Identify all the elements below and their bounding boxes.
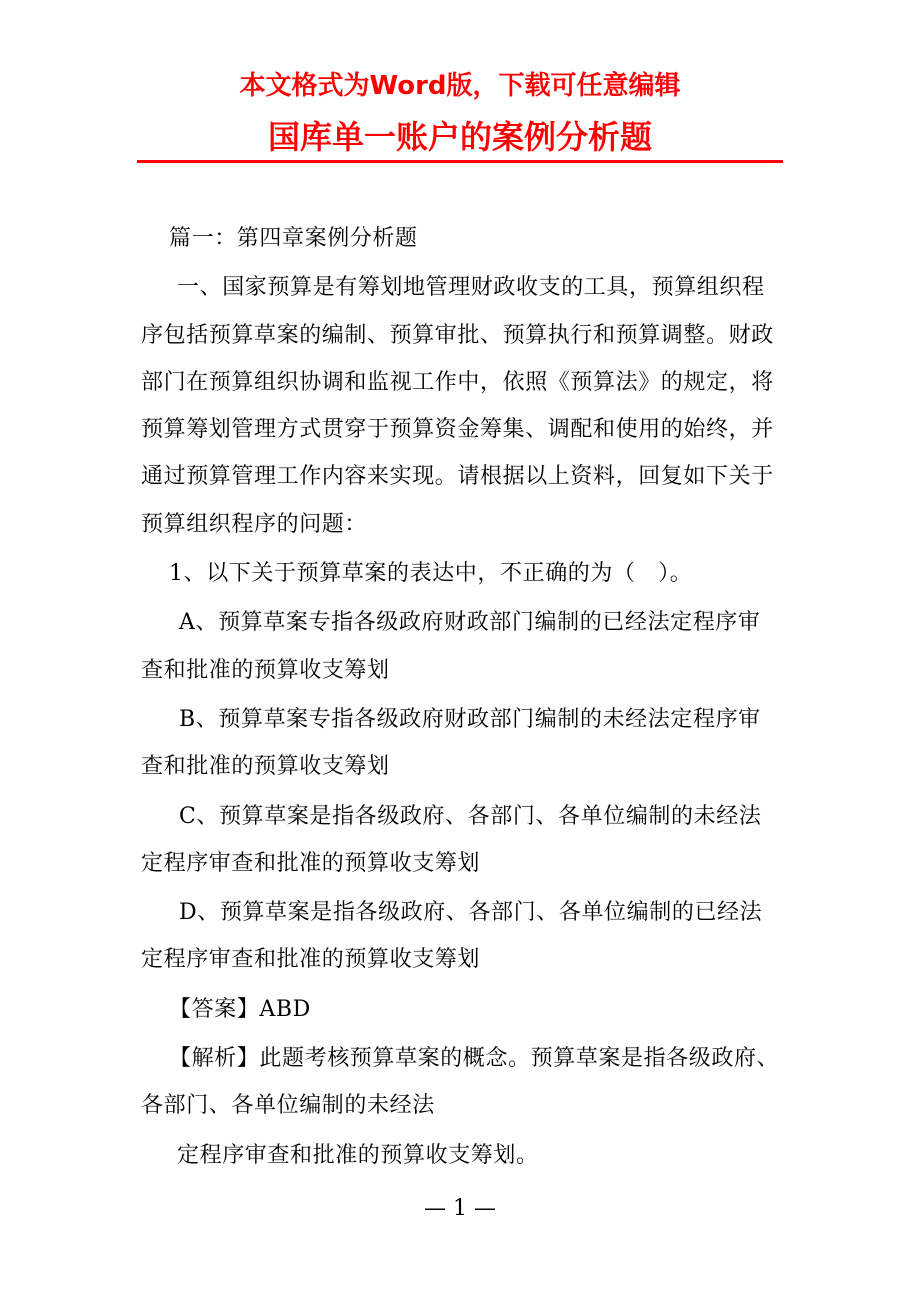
option-c: C、预算草案是指各级政府、各部门、各单位编制的未经法定程序审查和批准的预算收支筹划 (141, 803, 762, 876)
section-heading: 篇一：第四章案例分析题 (169, 226, 418, 251)
case-background-paragraph: 一、国家预算是有筹划地管理财政收支的工具，预算组织程序包括预算草案的编制、预算审批、预算执行和预算调整。财政部门在预算组织协调和监视工作中，依照《预算法》的规定，将预算筹划管理方式贯穿于预算资金筹集、调配和使用的始终，并通过预算管理工作内容来实现。请根据以上资料，回复如下关于预算组织程序的问题： (141, 275, 774, 537)
explanation-paragraph: 【解析】此题考核预算草案的概念。预算草案是指各级政府、各部门、各单位编制的未经法 (141, 1046, 780, 1119)
question-1: 1、以下关于预算草案的表达中，不正确的为（ ）。 (169, 561, 693, 587)
page-number: — 1 — (424, 1196, 496, 1221)
explanation-continuation: 定程序审查和批准的预算收支筹划。 (177, 1142, 539, 1168)
document-title: 国库单一账户的案例分析题 (267, 118, 652, 156)
document-body (141, 215, 781, 1181)
answer-line: 【答案】ABD (169, 996, 311, 1022)
format-notice-banner: 本文格式为Word版，下载可任意编辑 (239, 71, 681, 101)
option-a: A、预算草案专指各级政府财政部门编制的已经法定程序审查和批准的预算收支筹划 (141, 610, 761, 683)
option-b: B、预算草案专指各级政府财政部门编制的未经法定程序审查和批准的预算收支筹划 (141, 706, 761, 780)
option-d: D、预算草案是指各级政府、各部门、各单位编制的已经法定程序审查和批准的预算收支筹划 (141, 900, 763, 973)
title-divider (137, 160, 783, 163)
